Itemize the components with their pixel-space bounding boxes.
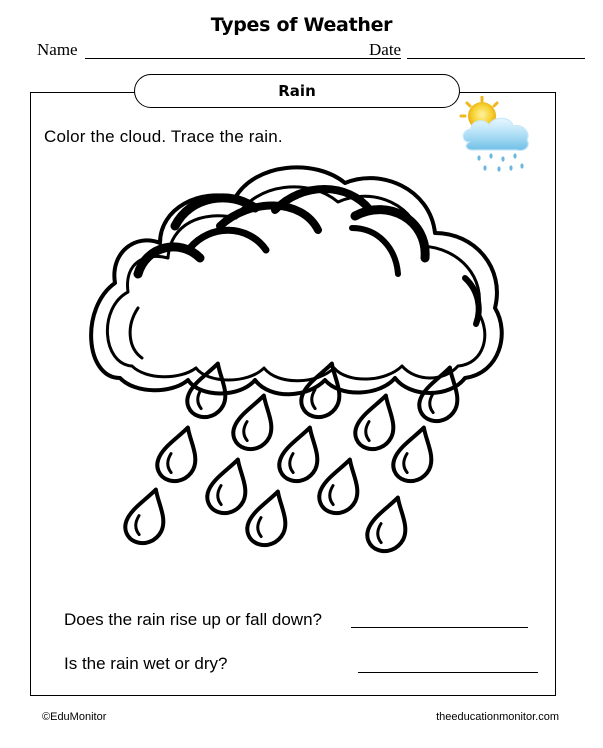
website-link[interactable]: theeducationmonitor.com [436,711,559,723]
cloud-outline-icon [91,167,502,394]
name-label: Name [37,40,78,59]
raindrop-icon [243,486,295,551]
raindrop-icon [121,484,173,549]
worksheet-title: Types of Weather [210,14,393,36]
raindrop-icon [363,492,415,557]
raindrop-icon [389,422,441,487]
raindrop-icon [153,422,205,487]
raindrop-icon [351,390,403,455]
date-label: Date [369,40,402,59]
question-2: Is the rain wet or dry? [64,654,228,673]
raindrop-icon [183,358,235,423]
name-field[interactable] [85,58,401,59]
answer-field-1[interactable] [351,627,528,628]
small-cloud-icon [463,118,528,150]
rain-cloud-icon [80,158,510,578]
raindrop-icon [275,422,327,487]
section-title-pill [134,74,460,108]
instruction-text: Color the cloud. Trace the rain. [44,127,283,146]
name-date-row [37,40,566,62]
section-title: Rain [278,82,316,100]
raindrop-icon [203,454,255,519]
answer-field-2[interactable] [358,672,538,673]
copyright-text: ©EduMonitor [42,711,107,723]
raindrop-icon [315,454,367,519]
question-1: Does the rain rise up or fall down? [64,610,322,629]
raindrop-icon [415,362,467,427]
raindrop-icon [229,390,281,455]
date-field[interactable] [407,58,585,59]
